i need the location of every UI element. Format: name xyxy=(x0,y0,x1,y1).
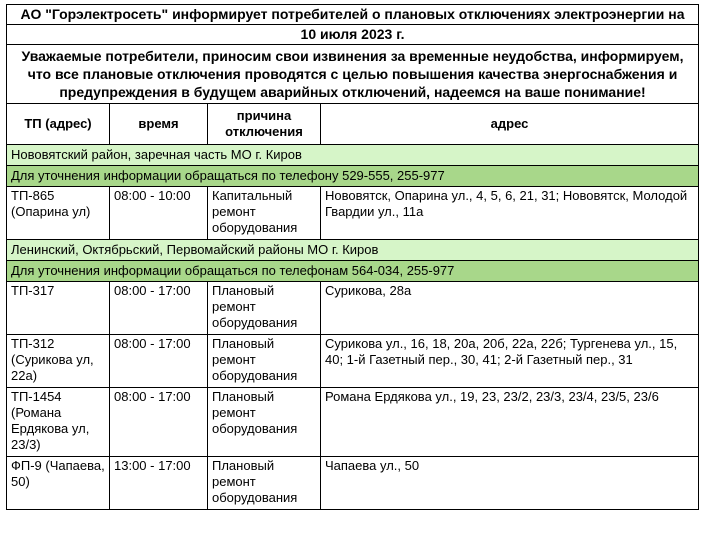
table-row xyxy=(7,187,699,240)
cell-tp: ТП-865 (Опарина ул) xyxy=(7,187,110,240)
cell-tp: ТП-312 (Сурикова ул, 22а) xyxy=(7,335,110,388)
contact-row xyxy=(7,261,699,282)
cell-address: Романа Ердякова ул., 19, 23, 23/2, 23/3, 23/4, 23/5, 23/6 xyxy=(321,388,699,457)
table-row xyxy=(7,457,699,510)
title-row xyxy=(7,5,699,25)
cell-address: Сурикова ул., 16, 18, 20а, 20б, 22а, 22б; Тургенева ул., 15, 40; 1-й Газетный пер., 30, 41; 2-й Газетный пер., 31 xyxy=(321,335,699,388)
contact-label: Для уточнения информации обращаться по телефонам 564-034, 255-977 xyxy=(7,261,699,282)
title-line-1: АО "Горэлектросеть" информирует потребителей о плановых отключениях электроэнергии на xyxy=(7,5,699,25)
cell-reason: Плановый ремонт оборудования xyxy=(208,282,321,335)
cell-time: 13:00 - 17:00 xyxy=(110,457,208,510)
cell-time: 08:00 - 10:00 xyxy=(110,187,208,240)
header-row xyxy=(7,104,699,145)
table-row xyxy=(7,282,699,335)
contact-label: Для уточнения информации обращаться по телефону 529-555, 255-977 xyxy=(7,166,699,187)
header-tp: ТП (адрес) xyxy=(7,104,110,145)
cell-reason: Плановый ремонт оборудования xyxy=(208,388,321,457)
cell-reason: Капитальный ремонт оборудования xyxy=(208,187,321,240)
cell-reason: Плановый ремонт оборудования xyxy=(208,457,321,510)
date-row xyxy=(7,25,699,45)
cell-address: Чапаева ул., 50 xyxy=(321,457,699,510)
cell-tp: ТП-317 xyxy=(7,282,110,335)
cell-time: 08:00 - 17:00 xyxy=(110,388,208,457)
header-time: время xyxy=(110,104,208,145)
table-row xyxy=(7,388,699,457)
cell-address: Нововятск, Опарина ул., 4, 5, 6, 21, 31; Нововятск, Молодой Гвардии ул., 11а xyxy=(321,187,699,240)
cell-tp: ТП-1454 (Романа Ердякова ул, 23/3) xyxy=(7,388,110,457)
cell-time: 08:00 - 17:00 xyxy=(110,282,208,335)
district-row xyxy=(7,240,699,261)
cell-reason: Плановый ремонт оборудования xyxy=(208,335,321,388)
intro-text: Уважаемые потребители, приносим свои извинения за временные неудобства, информируем, что все плановые отключения проводятся с целью повышения качества энергоснабжения и предупреждения в будущем аварийных отключений, надеемся на ваше понимание! xyxy=(7,45,699,104)
contact-row xyxy=(7,166,699,187)
cell-time: 08:00 - 17:00 xyxy=(110,335,208,388)
header-reason: причина отключения xyxy=(208,104,321,145)
table-row xyxy=(7,335,699,388)
header-address: адрес xyxy=(321,104,699,145)
district-label: Ленинский, Октябрьский, Первомайский районы МО г. Киров xyxy=(7,240,699,261)
district-label: Нововятский район, заречная часть МО г. Киров xyxy=(7,145,699,166)
intro-row xyxy=(7,45,699,104)
district-row xyxy=(7,145,699,166)
outage-table xyxy=(6,4,699,510)
cell-tp: ФП-9 (Чапаева, 50) xyxy=(7,457,110,510)
title-date: 10 июля 2023 г. xyxy=(7,25,699,45)
cell-address: Сурикова, 28а xyxy=(321,282,699,335)
